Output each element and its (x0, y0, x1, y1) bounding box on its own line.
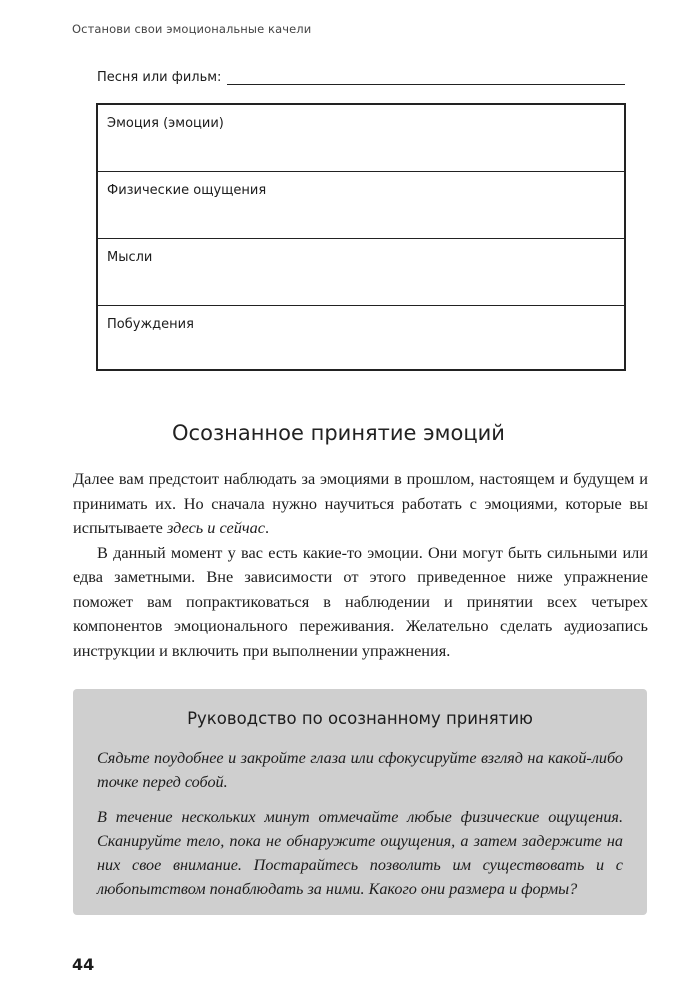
form-row-physical-sensations[interactable] (98, 172, 624, 239)
paragraph-1-emphasis: здесь и сейчас (166, 518, 265, 537)
paragraph-1-end: . (265, 518, 270, 537)
form-row-label: Побуждения (107, 317, 194, 332)
paragraph-1-text: Далее вам предстоит наблюдать за эмоциями в прошлом, настоящем и будущем и принимать их. Но сначала нужно научиться работать с эмоциями, которые вы испытываете (73, 469, 648, 537)
paragraph-2: В данный момент у вас есть какие-то эмоции. Они могут быть сильными или едва заметными. Вне зависимости от этого приведенное ниже упражнение поможет вам попрактиковаться в наблюдении и принятии всех четырех компонентов эмоционального переживания. Желательно сделать аудиозапись инструкции и включить при выполнении упражнения. (73, 542, 648, 660)
guide-box (73, 689, 647, 915)
form-row-label: Мысли (107, 250, 153, 265)
body-text (73, 467, 648, 663)
section-title: Осознанное принятие эмоций (172, 421, 505, 445)
form-row-emotion[interactable] (98, 105, 624, 172)
song-field-label: Песня или фильм: (97, 70, 222, 85)
form-row-label: Физические ощущения (107, 183, 267, 198)
form-row-thoughts[interactable] (98, 239, 624, 306)
emotion-form-table (96, 103, 626, 371)
song-field (97, 70, 625, 85)
form-row-urges[interactable] (98, 306, 624, 373)
page-number: 44 (72, 955, 95, 974)
paragraph-1 (73, 467, 648, 541)
guide-paragraph: Сядьте поудобнее и закройте глаза или сфокусируйте взгляд на какой-либо точке перед собой. (97, 749, 623, 791)
guide-title: Руководство по осознанному принятию (187, 709, 533, 728)
form-row-label: Эмоция (эмоции) (107, 116, 224, 131)
guide-paragraph: В течение нескольких минут отмечайте любые физические ощущения. Сканируйте тело, пока не обнаружите ощущения, а затем задержите на них свое внимание. Постарайтесь позволить им существовать и с любопытством понаблюдать за ними. Какого они размера и формы? (97, 808, 623, 898)
song-field-line[interactable] (227, 71, 625, 85)
running-head: Останови свои эмоциональные качели (72, 22, 312, 36)
